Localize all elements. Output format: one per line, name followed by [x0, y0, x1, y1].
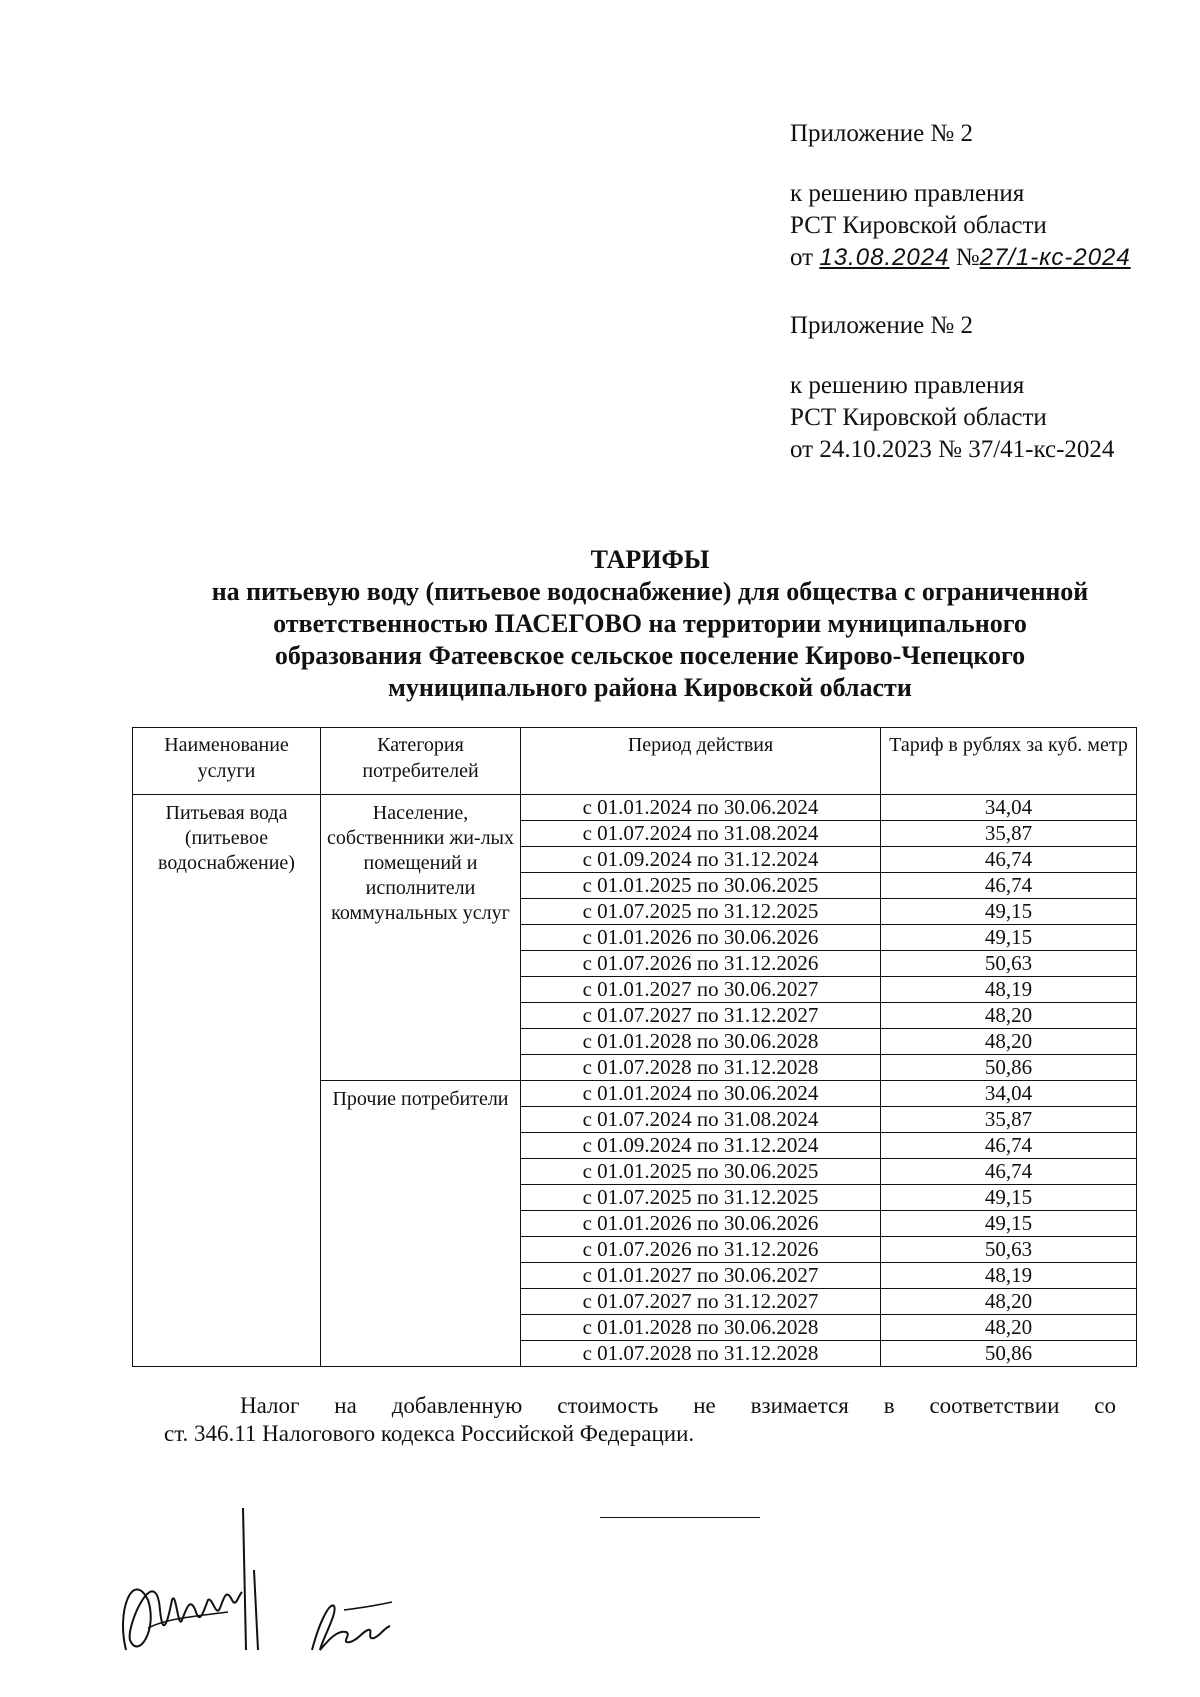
title-line: муниципального района Кировской области [388, 673, 912, 702]
period-cell: с 01.07.2025 по 31.12.2025 [521, 1185, 881, 1211]
tariff-cell: 49,15 [881, 899, 1137, 925]
document-title [150, 544, 1150, 704]
period-cell: с 01.07.2025 по 31.12.2025 [521, 899, 881, 925]
period-cell: с 01.09.2024 по 31.12.2024 [521, 1133, 881, 1159]
period-cell: с 01.07.2024 по 31.08.2024 [521, 821, 881, 847]
signature-1 [108, 1500, 288, 1670]
tariff-cell: 46,74 [881, 847, 1137, 873]
annex-date-number-line: от 24.10.2023 № 37/41-кс-2024 [790, 436, 1115, 463]
tariff-cell: 34,04 [881, 795, 1137, 821]
tariff-cell: 49,15 [881, 925, 1137, 951]
tariff-cell: 34,04 [881, 1081, 1137, 1107]
period-cell: с 01.01.2027 по 30.06.2027 [521, 1263, 881, 1289]
number-label: № [955, 244, 980, 271]
annex-number: Приложение № 2 [790, 312, 974, 339]
tariff-cell: 49,15 [881, 1185, 1137, 1211]
annex-decision-line: к решению правления [790, 180, 1025, 207]
annex-block-previous [790, 310, 1114, 466]
title-line: образования Фатеевское сельское поселение Кирово-Чепецкого [274, 641, 1026, 670]
period-cell: с 01.01.2025 по 30.06.2025 [521, 1159, 881, 1185]
handwritten-number: 27/1-кс-2024 [979, 244, 1131, 271]
tariff-cell: 35,87 [881, 1107, 1137, 1133]
table-row [133, 795, 1137, 821]
header-category: Категория потребителей [321, 728, 521, 795]
tariff-cell: 48,20 [881, 1289, 1137, 1315]
table-header-row [133, 728, 1137, 795]
vat-note [164, 1392, 1116, 1448]
service-cell: Питьевая вода (питьевое водоснабжение) [133, 795, 321, 1367]
annex-authority-line: РСТ Кировской области [790, 404, 1047, 431]
handwritten-date: 13.08.2024 [819, 244, 950, 271]
category-cell: Население, собственники жи-лых помещений и исполнители коммунальных услуг [321, 795, 521, 1081]
tariff-cell: 50,86 [881, 1055, 1137, 1081]
tariff-cell: 46,74 [881, 1159, 1137, 1185]
period-cell: с 01.07.2026 по 31.12.2026 [521, 951, 881, 977]
annex-block-current [790, 118, 1131, 274]
vat-note-line: ст. 346.11 Налогового кодекса Российской Федерации. [164, 1421, 695, 1446]
tariff-cell: 48,20 [881, 1315, 1137, 1341]
tariff-cell: 46,74 [881, 873, 1137, 899]
title-line: ответственностью ПАСЕГОВО на территории муниципального [273, 609, 1027, 638]
vat-note-line: Налог на добавленную стоимость не взимается в соответствии со [240, 1393, 1116, 1418]
tariff-cell: 48,19 [881, 1263, 1137, 1289]
period-cell: с 01.07.2028 по 31.12.2028 [521, 1055, 881, 1081]
period-cell: с 01.07.2026 по 31.12.2026 [521, 1237, 881, 1263]
header-period: Период действия [521, 728, 881, 795]
annex-decision-line: к решению правления [790, 372, 1025, 399]
tariff-cell: 48,20 [881, 1029, 1137, 1055]
annex-authority-line: РСТ Кировской области [790, 212, 1047, 239]
period-cell: с 01.01.2027 по 30.06.2027 [521, 977, 881, 1003]
tariff-cell: 50,86 [881, 1341, 1137, 1367]
period-cell: с 01.01.2026 по 30.06.2026 [521, 1211, 881, 1237]
header-tariff: Тариф в рублях за куб. метр [881, 728, 1137, 795]
period-cell: с 01.09.2024 по 31.12.2024 [521, 847, 881, 873]
signature-2 [300, 1580, 420, 1660]
period-cell: с 01.01.2028 по 30.06.2028 [521, 1029, 881, 1055]
category-cell: Прочие потребители [321, 1081, 521, 1367]
tariff-cell: 48,20 [881, 1003, 1137, 1029]
period-cell: с 01.01.2024 по 30.06.2024 [521, 795, 881, 821]
period-cell: с 01.07.2027 по 31.12.2027 [521, 1289, 881, 1315]
period-cell: с 01.01.2024 по 30.06.2024 [521, 1081, 881, 1107]
separator-line [600, 1517, 760, 1518]
period-cell: с 01.01.2026 по 30.06.2026 [521, 925, 881, 951]
tariff-cell: 49,15 [881, 1211, 1137, 1237]
annex-number: Приложение № 2 [790, 120, 974, 147]
period-cell: с 01.07.2024 по 31.08.2024 [521, 1107, 881, 1133]
tariff-table [132, 727, 1137, 1367]
period-cell: с 01.01.2025 по 30.06.2025 [521, 873, 881, 899]
tariff-cell: 35,87 [881, 821, 1137, 847]
period-cell: с 01.07.2028 по 31.12.2028 [521, 1341, 881, 1367]
header-service: Наименование услуги [133, 728, 321, 795]
tariff-cell: 50,63 [881, 1237, 1137, 1263]
annex-date-number-line [790, 242, 1131, 274]
title-line: на питьевую воду (питьевое водоснабжение) для общества с ограниченной [211, 577, 1089, 606]
tariff-cell: 48,19 [881, 977, 1137, 1003]
from-label: от [790, 244, 814, 271]
period-cell: с 01.07.2027 по 31.12.2027 [521, 1003, 881, 1029]
period-cell: с 01.01.2028 по 30.06.2028 [521, 1315, 881, 1341]
tariff-cell: 46,74 [881, 1133, 1137, 1159]
tariff-cell: 50,63 [881, 951, 1137, 977]
title-heading: ТАРИФЫ [590, 545, 710, 574]
